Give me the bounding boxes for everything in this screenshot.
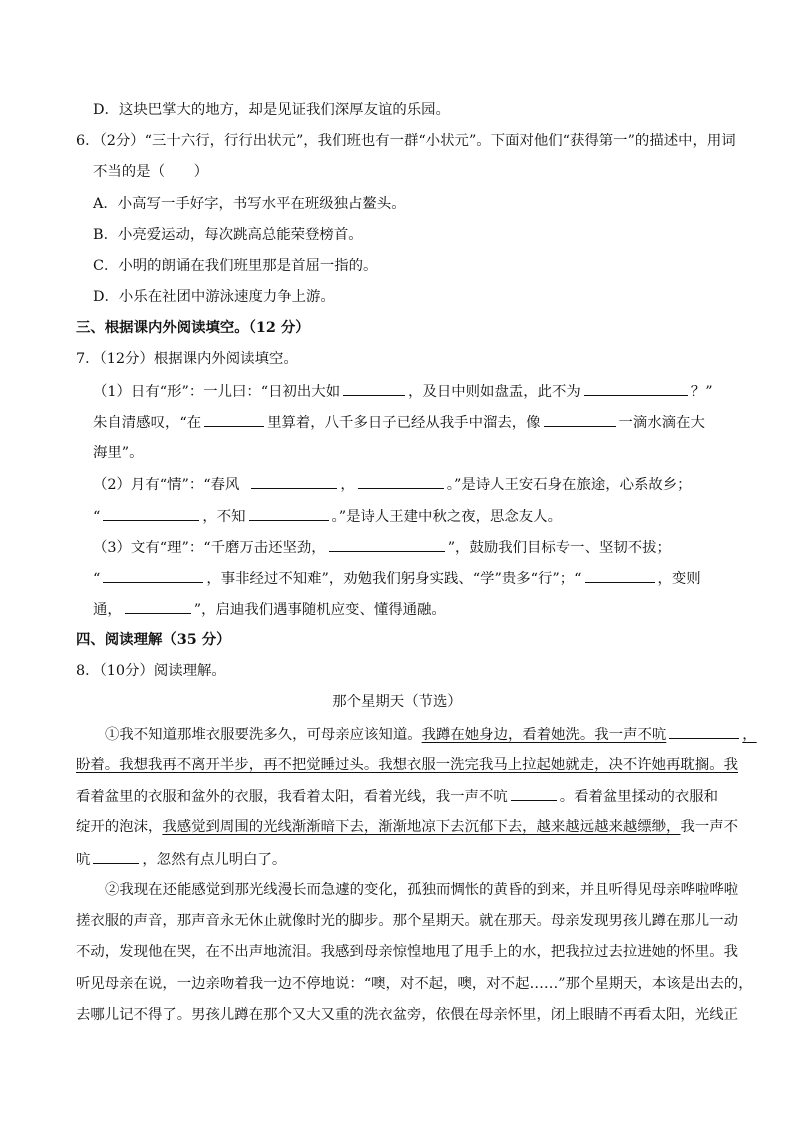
answer-blank[interactable]: [103, 568, 203, 583]
answer-blank[interactable]: [251, 474, 337, 489]
answer-blank[interactable]: [249, 506, 329, 521]
section3-title: 三、根据课内外阅读填空。（12 分）: [76, 319, 310, 336]
para1-line1: ①我不知道那堆衣服要洗多久，可母亲应该知道。我蹲在她身边，看着她洗。我一声不吭 ，: [105, 724, 757, 745]
answer-blank[interactable]: [511, 786, 557, 801]
q6-stem-line2: 不当的是（ ）: [93, 164, 209, 180]
answer-blank[interactable]: [669, 724, 739, 739]
para1-line5: 吭 ，忽然有点儿明白了。: [76, 849, 286, 870]
answer-blank[interactable]: [544, 412, 616, 427]
answer-blank[interactable]: [329, 537, 445, 552]
q7-part2-line2: “ ，不知 。”是诗人王建中秋之夜，思念友人。: [93, 506, 562, 527]
q6-option-a: A．小高写一手好字，书写水平在班级独占鳌头。: [93, 196, 406, 212]
q7-part3-line3: 通， ”，启迪我们遇事随机应变、懂得通融。: [93, 599, 446, 620]
q7-part3-line1: （3）文有“理”：“千磨万击还坚劲， ”，鼓励我们目标专一、坚韧不拔；: [93, 537, 671, 558]
answer-blank[interactable]: [93, 849, 139, 864]
answer-blank[interactable]: [584, 381, 688, 396]
para2-line5: 去哪儿记不得了。男孩儿蹲在那个又大又重的洗衣盆旁，依偎在母亲怀里，闭上眼睛不再看太阳，光线正: [76, 1007, 738, 1023]
answer-blank[interactable]: [343, 381, 405, 396]
para2-line2: 搓衣服的声音，那声音永无休止就像时光的脚步。那个星期天。就在那天。母亲发现男孩儿蹲在那儿一动: [76, 913, 738, 929]
q6-option-b: B．小亮爱运动，每次跳高总能荣登榜首。: [93, 227, 363, 243]
q6-stem-line1: 6．（2分）“三十六行，行行出状元”，我们班也有一群“小状元”。下面对他们“获得第一”的描述中，用词: [76, 133, 736, 149]
q5-option-d: D．这块巴掌大的地方，却是见证我们深厚友谊的乐园。: [93, 102, 450, 118]
q6-option-d: D．小乐在社团中游泳速度力争上游。: [93, 289, 335, 305]
q7-part1-line1: （1）日有“形”：一儿曰：“日初出大如 ，及日中则如盘盂，此不为 ？”: [93, 381, 713, 402]
q7-part1-line2: 朱自清感叹，“在 里算着，八千多日子已经从我手中溜去，像 一滴水滴在大: [93, 412, 705, 433]
q7-part3-line2: “ ，事非经过不知难”，劝勉我们躬身实践、“学”贵多“行”；“ ，变则: [93, 568, 701, 589]
para2-line4: 听见母亲在说，一边亲吻着我一边不停地说：“噢，对不起，噢，对不起……”那个星期天，本该是出去的，: [76, 976, 753, 992]
answer-blank[interactable]: [204, 412, 264, 427]
para1-line2: 盼着。我想我再不离开半步，再不把觉睡过头。我想衣服一洗完我马上拉起她就走，决不许她再耽搁。我: [76, 757, 738, 773]
answer-blank[interactable]: [125, 599, 191, 614]
q7-stem: 7．（12分）根据课内外阅读填空。: [76, 351, 298, 367]
para1-line4: 绽开的泡沫，我感觉到周围的光线渐渐暗下去，渐渐地凉下去沉郁下去，越来越远越来越缥缈，我一声不: [76, 819, 739, 835]
q7-part1-line3: 海里”。: [93, 445, 144, 461]
q7-part2-line1: （2）月有“情”：“春风 ， 。”是诗人王安石身在旅途，心系故乡；: [93, 474, 692, 495]
section4-title: 四、阅读理解（35 分）: [76, 631, 231, 648]
q8-stem: 8．（10分）阅读理解。: [76, 663, 226, 679]
para2-line1: ②我现在还能感觉到那光线漫长而急遽的变化，孤独而惆怅的黄昏的到来，并且听得见母亲哗啦哗啦: [105, 882, 739, 898]
passage-title: 那个星期天（节选）: [332, 694, 462, 710]
para1-line3: 看着盆里的衣服和盆外的衣服，我看着太阳，看着光线，我一声不吭 。看着盆里揉动的衣服和: [76, 786, 718, 807]
answer-blank[interactable]: [103, 506, 199, 521]
para2-line3: 不动，发现他在哭，在不出声地流泪。我感到母亲惊惶地甩了甩手上的水，把我拉过去拉进她的怀里。我: [76, 944, 738, 960]
q6-option-c: C．小明的朗诵在我们班里那是首屈一指的。: [93, 258, 378, 274]
answer-blank[interactable]: [358, 474, 444, 489]
answer-blank[interactable]: [585, 568, 655, 583]
